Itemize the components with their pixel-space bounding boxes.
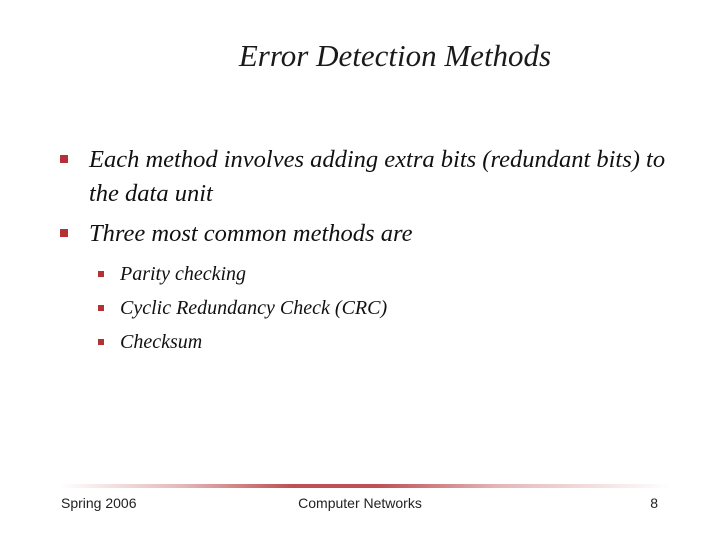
- slide-title: Error Detection Methods: [238, 38, 552, 73]
- bullet-text: Each method involves adding extra bits (redundant bits) to the data unit: [89, 146, 666, 207]
- footer-date: Spring 2006: [61, 495, 137, 511]
- bullet-list: [58, 143, 678, 359]
- bullet-item-redundant-bits: [58, 143, 678, 211]
- square-bullet-icon: [98, 305, 104, 311]
- sub-bullet-crc: [98, 291, 678, 325]
- sub-bullet-list: [58, 257, 678, 359]
- square-bullet-icon: [60, 229, 68, 237]
- sub-bullet-checksum: [98, 325, 678, 359]
- square-bullet-icon: [98, 271, 104, 277]
- footer-course-title: Computer Networks: [298, 495, 422, 511]
- sub-bullet-text: Checksum: [120, 331, 203, 353]
- sub-bullet-parity: [98, 257, 678, 291]
- bullet-text: Three most common methods are: [89, 220, 413, 247]
- footer-rule: [60, 484, 670, 488]
- page-number: 8: [650, 495, 658, 511]
- sub-bullet-text: Cyclic Redundancy Check (CRC): [120, 297, 388, 319]
- bullet-item-common-methods: [58, 217, 678, 251]
- sub-bullet-text: Parity checking: [120, 263, 247, 285]
- square-bullet-icon: [98, 339, 104, 345]
- square-bullet-icon: [60, 155, 68, 163]
